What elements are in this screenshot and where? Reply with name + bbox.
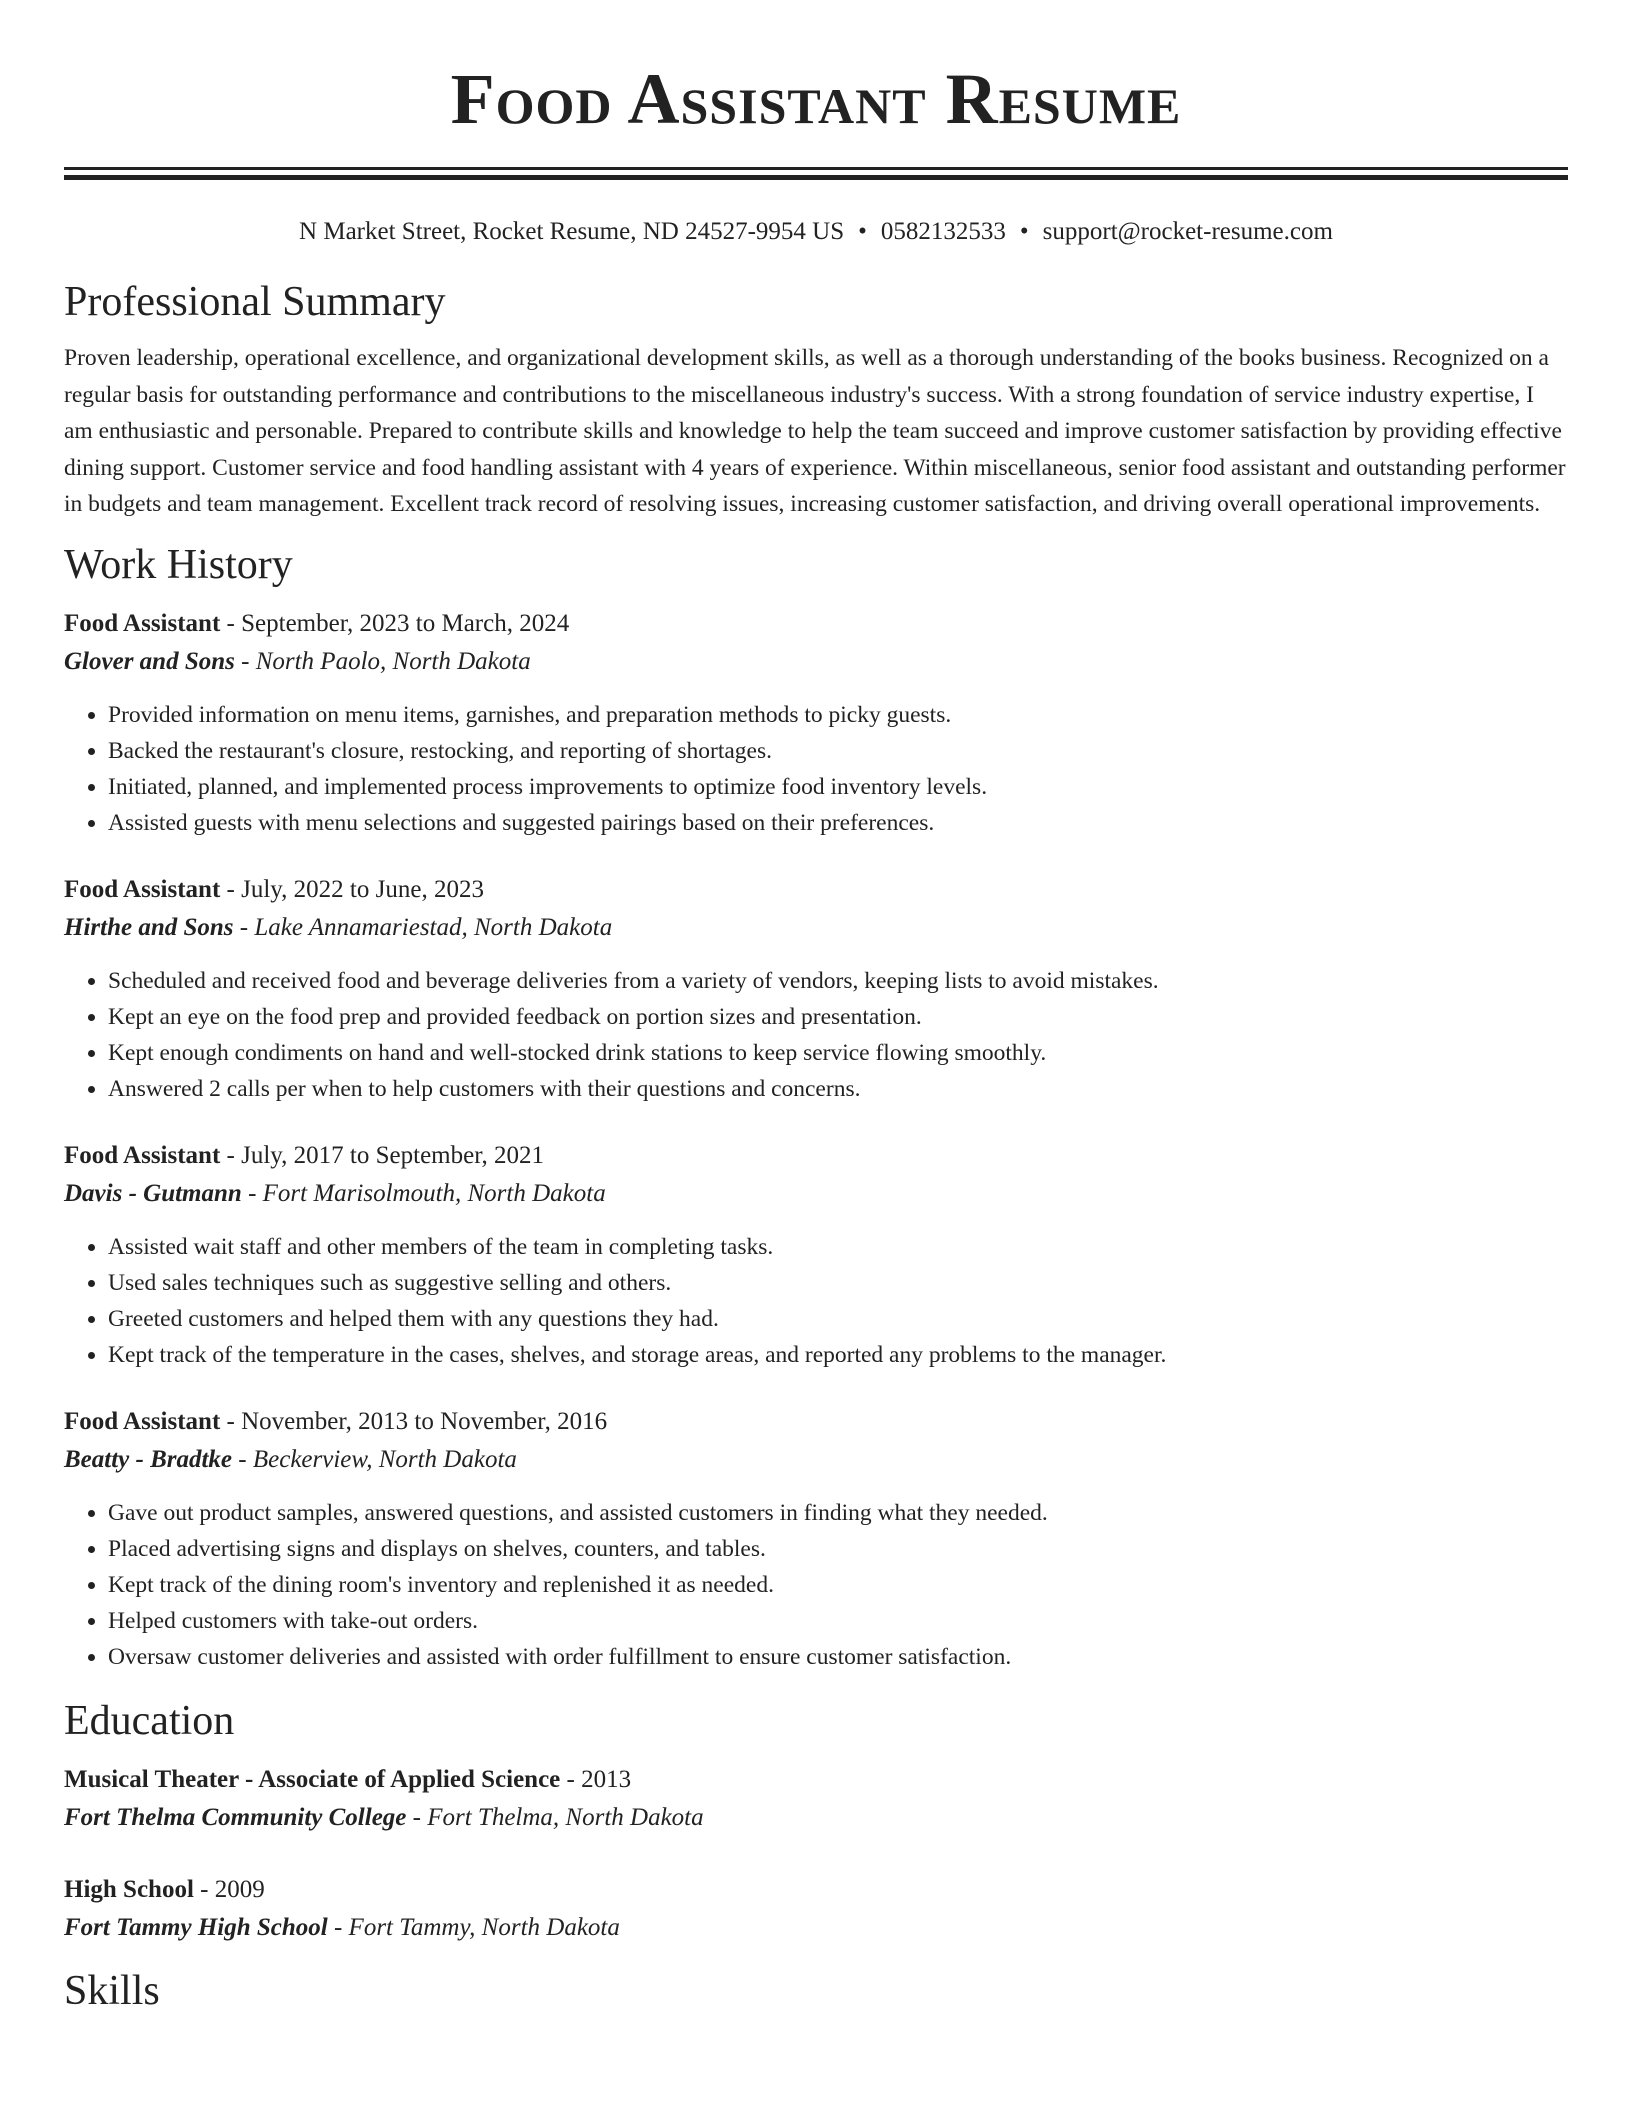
contact-email: support@rocket-resume.com — [1042, 218, 1333, 245]
list-item: • Greeted customers and helped them with any questions they had. — [108, 1301, 1568, 1337]
list-item: • Kept an eye on the food prep and provided feedback on portion sizes and presentation. — [108, 999, 1568, 1035]
job-employer — [64, 1175, 1568, 1213]
job-header — [64, 1137, 1568, 1175]
job-header — [64, 1403, 1568, 1441]
list-item: • Gave out product samples, answered questions, and assisted customers in finding what they needed. — [108, 1495, 1568, 1531]
contact-line — [64, 216, 1568, 248]
job-duties-list — [64, 1495, 1568, 1675]
contact-separator: • — [1019, 218, 1029, 245]
job-duties-list — [64, 697, 1568, 841]
education-year: - 2013 — [560, 1765, 632, 1793]
title-divider-top — [64, 167, 1568, 170]
list-item: • Assisted wait staff and other members of the team in completing tasks. — [108, 1229, 1568, 1265]
list-item: • Used sales techniques such as suggestive selling and others. — [108, 1265, 1568, 1301]
education-entry — [64, 1761, 1568, 1837]
list-item: • Assisted guests with menu selections and suggested pairings based on their preferences. — [108, 805, 1568, 841]
job-title: Food Assistant — [64, 1407, 221, 1435]
list-item: • Scheduled and received food and beverage deliveries from a variety of vendors, keeping lists to avoid mistakes. — [108, 963, 1568, 999]
job-duties-list — [64, 1229, 1568, 1373]
contact-separator: • — [858, 218, 867, 245]
education-entry — [64, 1871, 1568, 1947]
job-employer — [64, 643, 1568, 681]
job-dates: - July, 2017 to September, 2021 — [220, 1141, 545, 1169]
education-header — [64, 1761, 1568, 1799]
job-title: Food Assistant — [64, 609, 221, 637]
job-entry — [64, 1403, 1568, 1675]
work-history-heading: Work History — [64, 541, 293, 588]
title-divider-bottom — [64, 175, 1568, 180]
job-employer — [64, 1441, 1568, 1479]
job-location: - Beckerview, North Dakota — [232, 1445, 517, 1473]
list-item: • Answered 2 calls per when to help customers with their questions and concerns. — [108, 1071, 1568, 1107]
job-dates: - September, 2023 to March, 2024 — [220, 609, 570, 637]
list-item: • Backed the restaurant's closure, restocking, and reporting of shortages. — [108, 733, 1568, 769]
summary-heading: Professional Summary — [64, 279, 446, 325]
job-company: Beatty - Bradtke — [64, 1445, 233, 1473]
education-year: - 2009 — [193, 1875, 265, 1903]
summary-text: Proven leadership, operational excellence, and organizational development skills, as well as a thorough understanding of the books business. Recognized on a regular basis for outstanding performance and contributions to the miscellaneous industry's success. With a strong foundation of service industry expertise, I am enthusiastic and personable. Prepared to contribute skills and knowledge to help the team succeed and improve customer satisfaction by providing effective dining support. Customer service and food handling assistant with 4 years of experience. Within miscellaneous, senior food assistant and outstanding performer in budgets and team management. Excellent track record of resolving issues, increasing customer satisfaction, and driving overall operational improvements. — [64, 345, 1566, 517]
job-title: Food Assistant — [64, 875, 221, 903]
job-header — [64, 871, 1568, 909]
job-entry — [64, 605, 1568, 841]
education-heading: Education — [64, 1697, 235, 1744]
education-institution — [64, 1909, 1568, 1947]
job-location: - Fort Marisolmouth, North Dakota — [241, 1179, 606, 1207]
education-degree: Musical Theater - Associate of Applied Science — [64, 1765, 561, 1793]
education-location: - Fort Thelma, North Dakota — [406, 1803, 704, 1831]
list-item: • Oversaw customer deliveries and assisted with order fulfillment to ensure customer satisfaction. — [108, 1639, 1568, 1675]
education-location: - Fort Tammy, North Dakota — [327, 1913, 620, 1941]
job-title: Food Assistant — [64, 1141, 221, 1169]
skills-heading: Skills — [64, 1967, 160, 2014]
list-item: • Placed advertising signs and displays on shelves, counters, and tables. — [108, 1531, 1568, 1567]
job-location: - Lake Annamariestad, North Dakota — [233, 913, 613, 941]
contact-phone: 0582132533 — [880, 218, 1006, 245]
job-header — [64, 605, 1568, 643]
education-header — [64, 1871, 1568, 1909]
education-institution — [64, 1799, 1568, 1837]
job-company: Hirthe and Sons — [64, 913, 234, 941]
job-dates: - July, 2022 to June, 2023 — [220, 875, 484, 903]
job-dates: - November, 2013 to November, 2016 — [220, 1407, 608, 1435]
job-employer — [64, 909, 1568, 947]
education-school: Fort Thelma Community College — [64, 1803, 407, 1831]
contact-address: N Market Street, Rocket Resume, ND 24527-9954 US — [299, 218, 845, 245]
list-item: • Initiated, planned, and implemented process improvements to optimize food inventory levels. — [108, 769, 1568, 805]
list-item: • Kept track of the temperature in the cases, shelves, and storage areas, and reported any problems to the manager. — [108, 1337, 1568, 1373]
job-company: Davis - Gutmann — [64, 1179, 242, 1207]
job-company: Glover and Sons — [64, 647, 235, 675]
list-item: • Provided information on menu items, garnishes, and preparation methods to picky guests. — [108, 697, 1568, 733]
resume-page — [64, 0, 1568, 2019]
job-duties-list — [64, 963, 1568, 1107]
education-degree: High School — [64, 1875, 194, 1903]
list-item: • Kept enough condiments on hand and well-stocked drink stations to keep service flowing smoothly. — [108, 1035, 1568, 1071]
list-item: • Helped customers with take-out orders. — [108, 1603, 1568, 1639]
resume-title: Food Assistant Resume — [450, 59, 1182, 139]
job-location: - North Paolo, North Dakota — [234, 647, 531, 675]
job-entry — [64, 1137, 1568, 1373]
job-entry — [64, 871, 1568, 1107]
list-item: • Kept track of the dining room's inventory and replenished it as needed. — [108, 1567, 1568, 1603]
education-school: Fort Tammy High School — [64, 1913, 328, 1941]
